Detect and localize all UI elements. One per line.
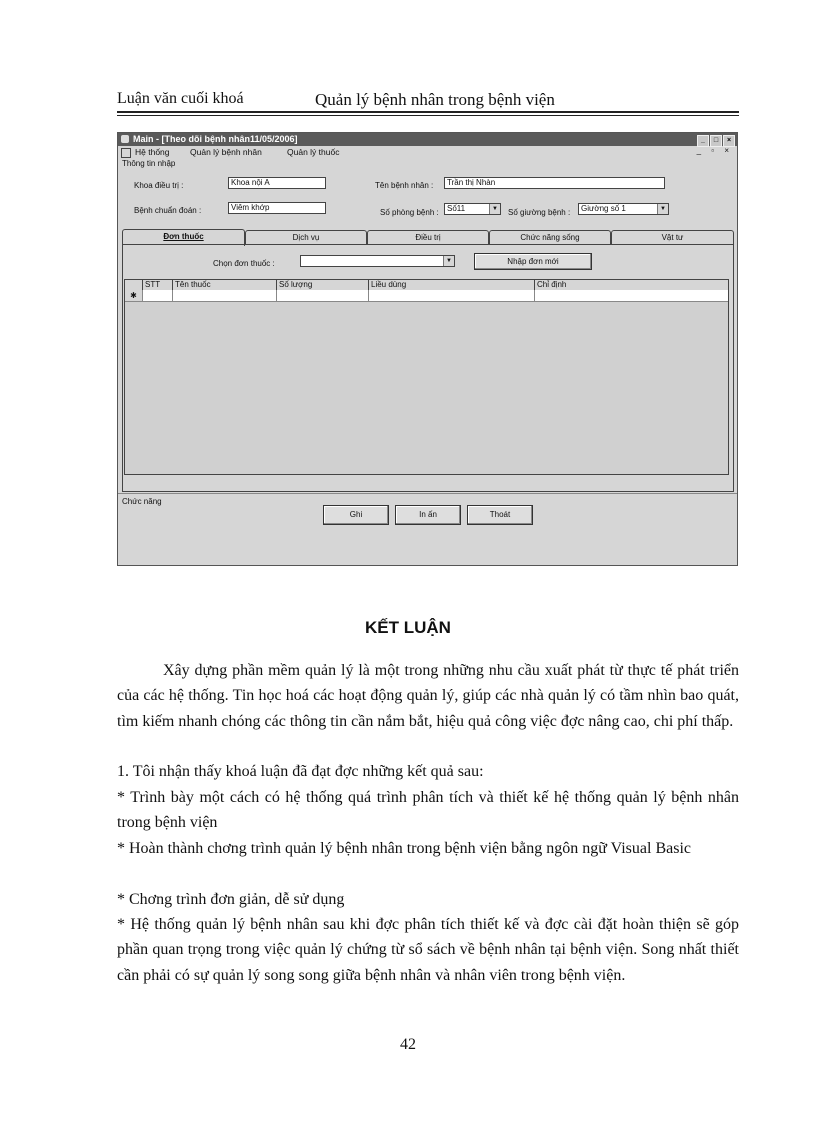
- chon-don-label: Chọn đơn thuốc :: [213, 259, 275, 268]
- khoa-field[interactable]: Khoa nội A: [228, 177, 326, 189]
- window-title: Main - [Theo dõi bệnh nhân11/05/2006]: [133, 134, 298, 144]
- thoat-button[interactable]: Thoát: [467, 505, 533, 525]
- function-group-label: Chức năng: [122, 497, 162, 506]
- ghi-button[interactable]: Ghi: [323, 505, 389, 525]
- close-icon[interactable]: ×: [723, 135, 735, 147]
- dropdown-arrow-icon[interactable]: ▼: [489, 204, 500, 214]
- tab-chuc-nang-song[interactable]: Chức năng sống: [489, 230, 611, 245]
- group-label-input: Thông tin nhập: [122, 159, 176, 168]
- window-titlebar: [118, 133, 737, 146]
- page-number: 42: [400, 1036, 416, 1053]
- header-rule-thin: [117, 115, 739, 116]
- cell[interactable]: [534, 290, 728, 301]
- so-giuong-value: Giường số 1: [581, 204, 626, 213]
- tab-don-thuoc[interactable]: Đơn thuốc: [122, 229, 245, 246]
- chon-don-select[interactable]: [300, 255, 455, 267]
- chandoan-field[interactable]: Viêm khớp: [228, 202, 326, 214]
- mdi-controls-icon[interactable]: _ ▫ ×: [696, 146, 733, 155]
- conclusion-paragraph: * Hoàn thành chơng trình quản lý bệnh nhân trong bệnh viện bằng ngôn ngữ Visual Basic: [117, 840, 691, 857]
- so-giuong-label: Số giường bệnh :: [508, 208, 571, 217]
- tab-vat-tu[interactable]: Vật tư: [611, 230, 734, 245]
- col-ten-thuoc[interactable]: Tên thuốc: [172, 280, 276, 290]
- new-row-icon: ✱: [125, 290, 142, 301]
- col-chi-dinh[interactable]: Chỉ định: [534, 280, 728, 290]
- cell[interactable]: [142, 290, 172, 301]
- conclusion-paragraph: * Trình bày một cách có hệ thống quá trình phân tích và thiết kế hệ thống quản lý bệnh nhân trong bệnh viện: [117, 789, 739, 832]
- nhap-don-moi-button[interactable]: Nhập đơn mới: [474, 253, 592, 270]
- cell[interactable]: [172, 290, 276, 301]
- menu-quan-ly-thuoc[interactable]: Quản lý thuốc: [287, 147, 340, 157]
- app-icon: [121, 135, 129, 143]
- so-giuong-select[interactable]: [578, 203, 669, 215]
- header-topic-label: Quản lý bệnh nhân trong bệnh viện: [315, 90, 555, 109]
- menu-quan-ly-benh-nhan[interactable]: Quản lý bệnh nhân: [190, 147, 262, 157]
- so-phong-select[interactable]: [444, 203, 501, 215]
- col-lieu-dung[interactable]: Liều dùng: [368, 280, 534, 290]
- cell[interactable]: [276, 290, 368, 301]
- menu-bar: [118, 146, 737, 158]
- maximize-icon[interactable]: □: [710, 135, 722, 147]
- conclusion-title: KẾT LUẬN: [365, 618, 451, 637]
- minimize-icon[interactable]: _: [697, 135, 709, 147]
- tab-dich-vu[interactable]: Dịch vụ: [245, 230, 367, 245]
- ten-benh-nhan-field[interactable]: Trần thị Nhàn: [444, 177, 665, 189]
- header-thesis-label: Luận văn cuối khoá: [117, 90, 244, 107]
- function-separator: [118, 493, 737, 494]
- header-rule-thick: [117, 111, 739, 113]
- prescription-grid: [124, 279, 729, 475]
- so-phong-label: Số phòng bệnh :: [380, 208, 439, 217]
- conclusion-paragraph: 1. Tôi nhận thấy khoá luận đã đạt đợc những kết quả sau:: [117, 763, 484, 780]
- col-stt[interactable]: STT: [142, 280, 172, 290]
- chandoan-label: Bệnh chuẩn đoán :: [134, 206, 202, 215]
- dropdown-arrow-icon[interactable]: ▼: [443, 256, 454, 266]
- conclusion-paragraph: Xây dựng phần mềm quản lý là một trong những nhu cầu xuất phát từ thực tế phát triển của các hệ thống. Tin học hoá các hoạt động quản lý, giúp các nhà quản lý có tầm nhìn bao quát, tìm kiếm nhanh chóng các thông tin cần nắm bắt, hiệu quả công việc đợc nâng cao, chi phí thấp.: [117, 662, 739, 730]
- document-icon[interactable]: [121, 148, 131, 158]
- conclusion-paragraph: * Hệ thống quản lý bệnh nhân sau khi đợc phân tích thiết kế và đợc cài đặt hoàn thiện sẽ góp phần quan trọng trong việc quản lý chứng từ sổ sách về bệnh nhân tại bệnh viện. Song nhất thiết cần phải có sự quản lý song song giữa bệnh nhân và nhân viên trong bệnh viện.: [117, 916, 739, 984]
- app-window: [117, 132, 738, 566]
- dropdown-arrow-icon[interactable]: ▼: [657, 204, 668, 214]
- khoa-label: Khoa điều trị :: [134, 181, 184, 190]
- menu-he-thong[interactable]: Hệ thống: [135, 147, 170, 157]
- tab-dieu-tri[interactable]: Điều trị: [367, 230, 489, 245]
- ten-benh-nhan-label: Tên bệnh nhân :: [375, 181, 434, 190]
- table-row[interactable]: [125, 290, 728, 302]
- page-header: [117, 88, 739, 110]
- in-an-button[interactable]: In ấn: [395, 505, 461, 525]
- col-so-luong[interactable]: Số lượng: [276, 280, 368, 290]
- so-phong-value: Số11: [447, 204, 466, 213]
- conclusion-paragraph: * Chơng trình đơn giản, dễ sử dụng: [117, 891, 345, 908]
- cell[interactable]: [368, 290, 534, 301]
